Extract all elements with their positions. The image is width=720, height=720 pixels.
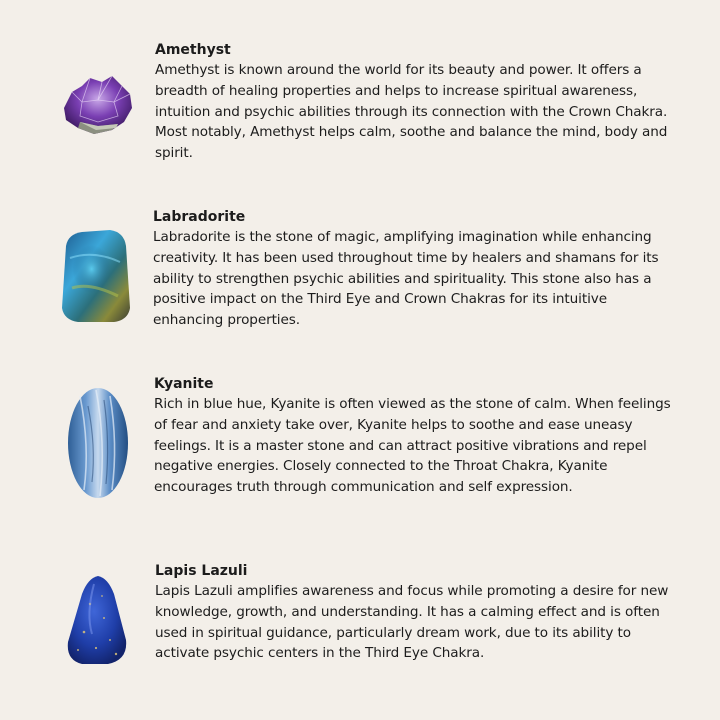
stone-description: Amethyst is known around the world for its beauty and power. It offers a breadth of healing properties and helps to increase spiritual awareness, intuition and psychic abilities through its connection with the Crown Chakra. Most notably, Amethyst helps calm, soothe and balance the mind, body and spirit. [155,62,668,162]
kyanite-stone-image [66,386,130,500]
stone-description: Lapis Lazuli amplifies awareness and focus while promoting a desire for new knowledge, growth, and understanding. It has a calming effect and is often used in spiritual guidance, particularly dream work, due to its ability to activate psychic centers in the Third Eye Chakra. [155,583,669,662]
stone-description: Labradorite is the stone of magic, amplifying imagination while enhancing creativity. It has been used throughout time by healers and shamans for its ability to strengthen psychic abilities and spirituality. This stone also has a positive impact on the Third Eye and Crown Chakras for its intuitive enhancing properties. [153,229,659,329]
lapis-lazuli-stone-image [64,574,130,666]
labradorite-stone-image [60,228,132,324]
stone-name: Kyanite [154,376,214,392]
stone-description: Rich in blue hue, Kyanite is often viewed as the stone of calm. When feelings of fear and anxiety take over, Kyanite helps to soothe and ease uneasy feelings. It is a master stone and can attract positive vibrations and repel negative energies. Closely connected to the Throat Chakra, Kyanite encourages truth through communication and self expression. [154,396,671,496]
stone-name: Labradorite [153,209,246,225]
stone-name: Lapis Lazuli [155,563,248,579]
stone-name: Amethyst [155,42,231,58]
amethyst-crystal-image [58,72,136,138]
